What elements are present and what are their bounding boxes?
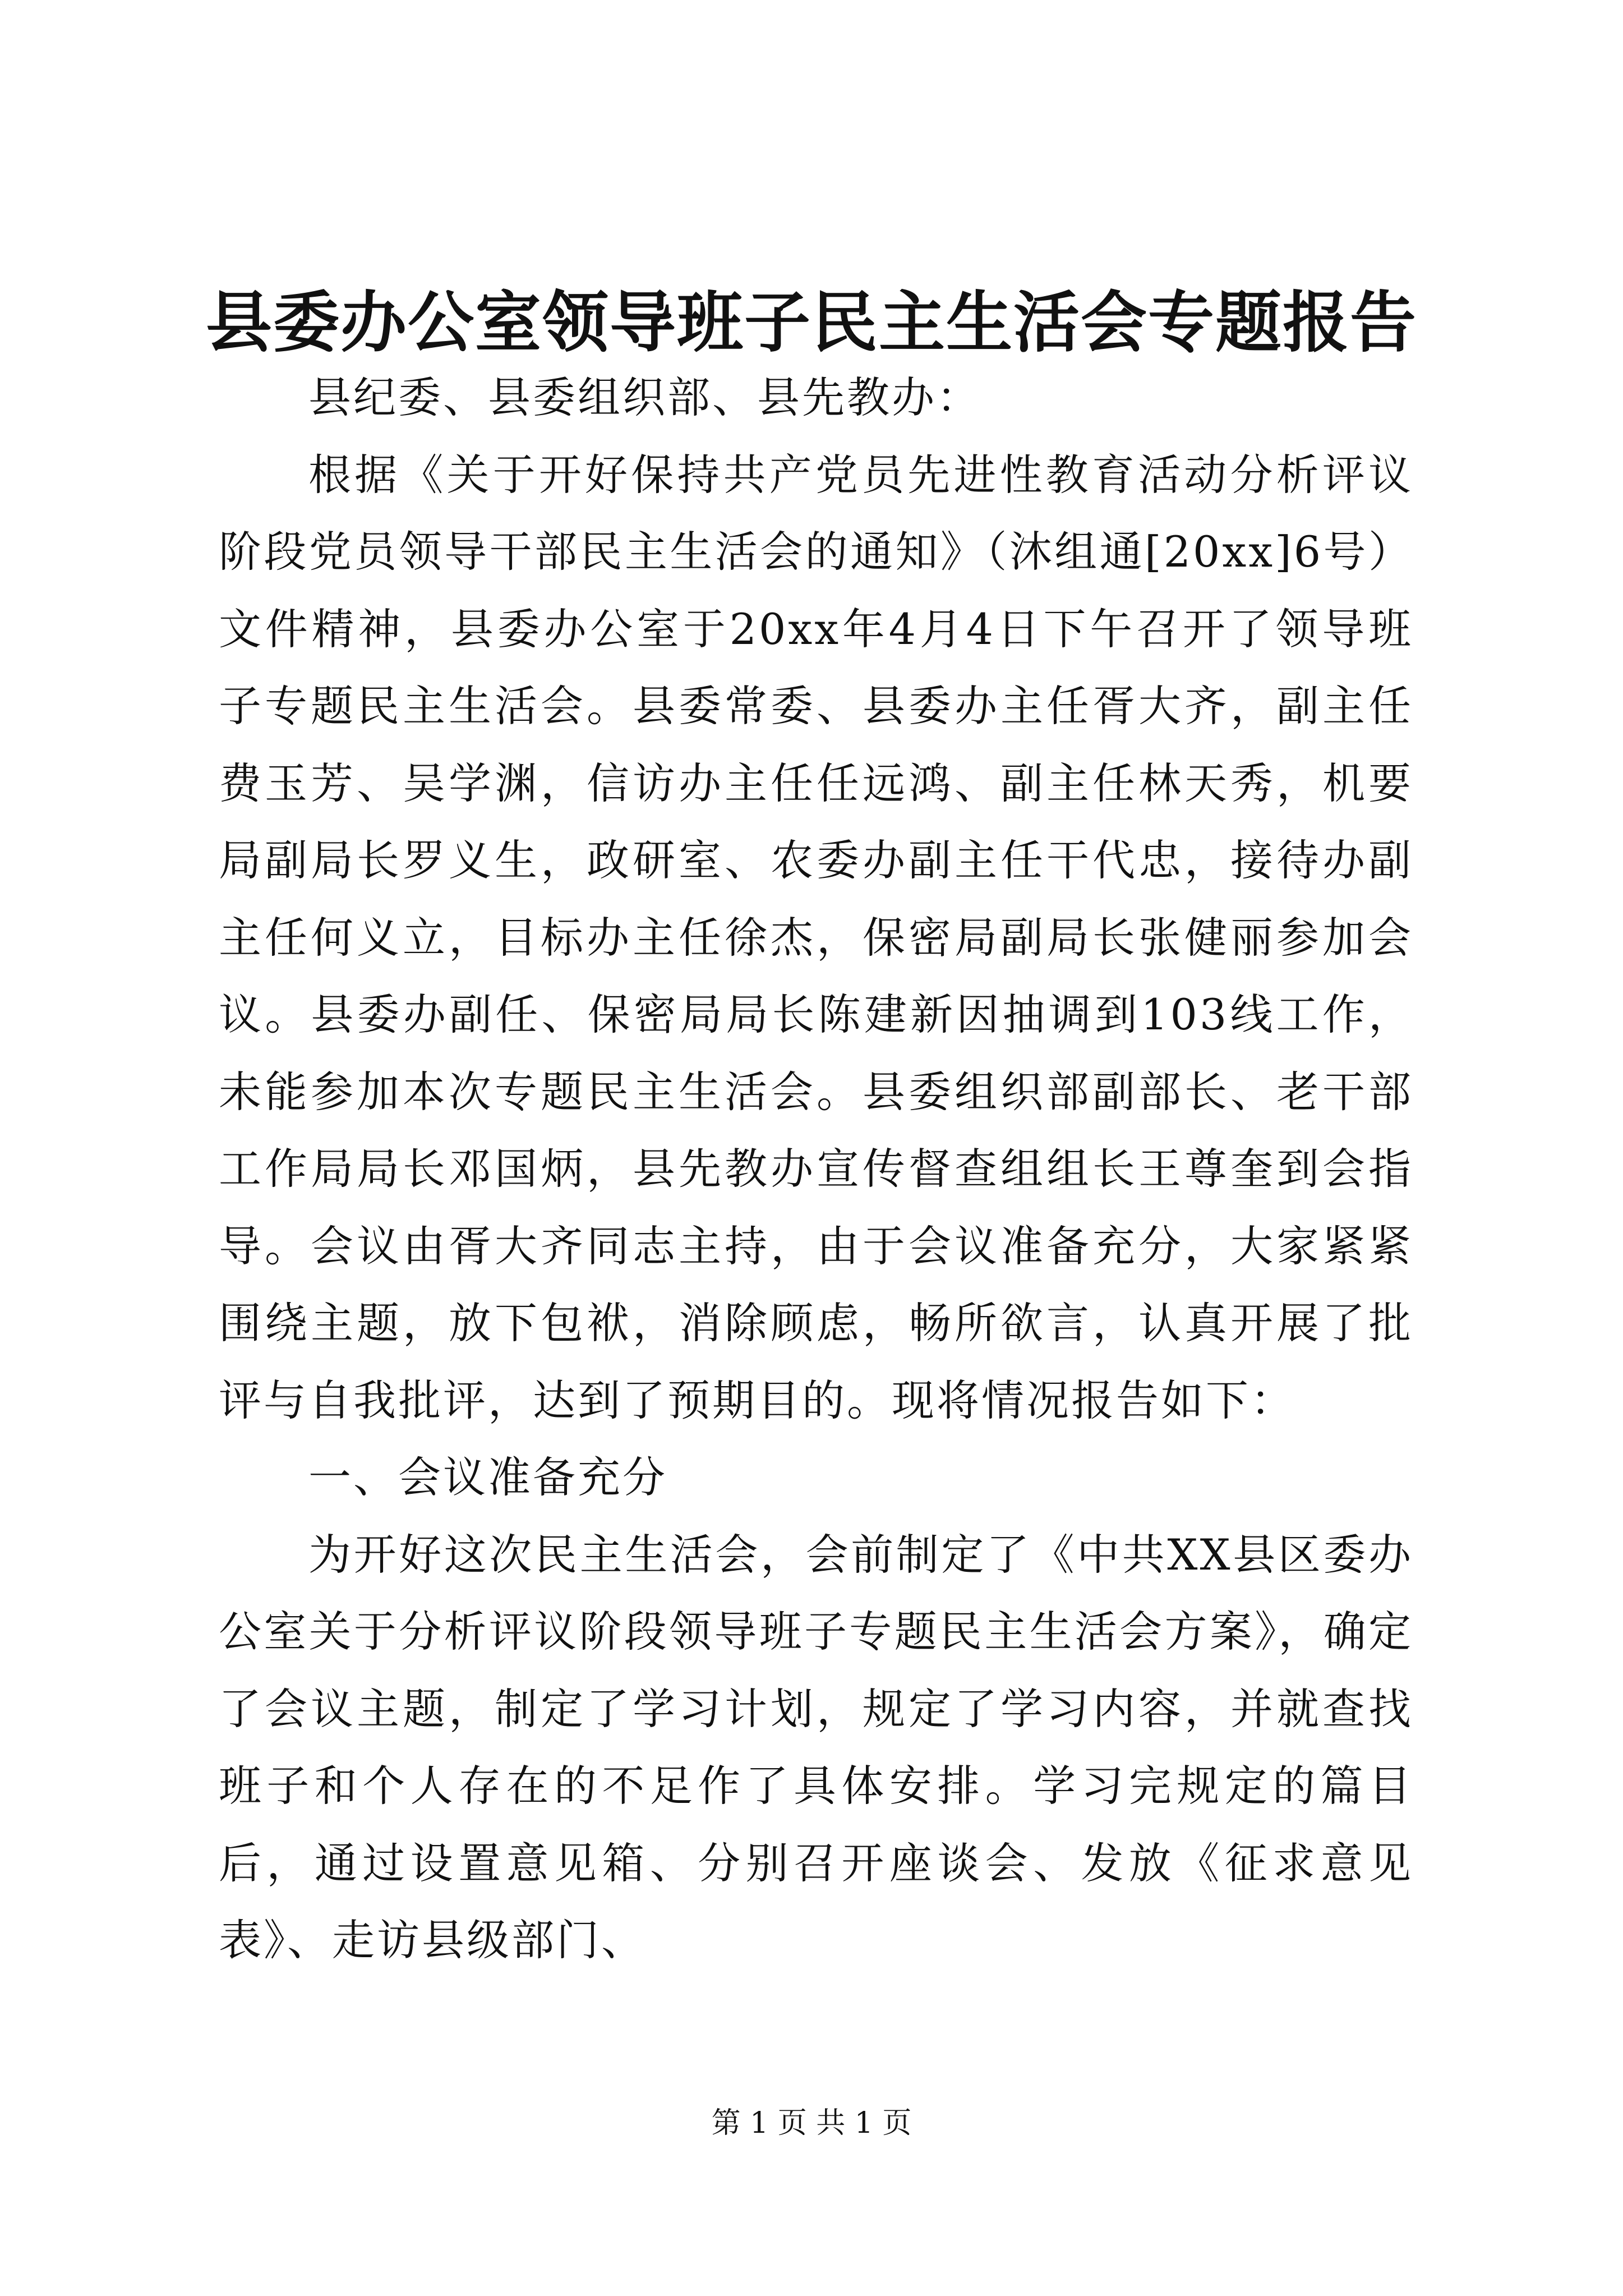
salutation: 县纪委、县委组织部、县先教办： xyxy=(308,372,981,422)
page-footer: 第 1 页 共 1 页 xyxy=(711,2106,912,2140)
paragraph-preparation: 为开好这次民主生活会，会前制定了《中共XX县区委办公室关于分析评议阶段领导班子专题民主生活会方案》，确定了会议主题，制定了学习计划，规定了学习内容，并就查找班子和个人存在的不足作了具体安排。学习完规定的篇目后，通过设置意见箱、分别召开座谈会、发放《征求意见表》、走访县级部门、 xyxy=(219,1529,1413,1965)
section-heading-1: 一、会议准备充分 xyxy=(308,1452,667,1502)
paragraph-intro: 根据《关于开好保持共产党员先进性教育活动分析评议阶段党员领导干部民主生活会的通知》（沐组通[20xx]6号）文件精神，县委办公室于20xx年4月4日下午召开了领导班子专题民主生活会。县委常委、县委办主任胥大齐，副主任费玉芳、吴学渊，信访办主任任远鸿、副主任林天秀，机要局副局长罗义生，政研室、农委办副主任干代忠，接待办副主任何义立，目标办主任徐杰，保密局副局长张健丽参加会议。县委办副任、保密局局长陈建新因抽调到103线工作，未能参加本次专题民主生活会。县委组织部副部长、老干部工作局局长邓国炳，县先教办宣传督查组组长王尊奎到会指导。会议由胥大齐同志主持，由于会议准备充分，大家紧紧围绕主题，放下包袱，消除顾虑，畅所欲言，认真开展了批评与自我批评，达到了预期目的。现将情况报告如下： xyxy=(219,449,1413,1425)
document-title: 县委办公室领导班子民主生活会专题报告 xyxy=(205,283,1417,361)
document-body xyxy=(219,359,1413,1979)
